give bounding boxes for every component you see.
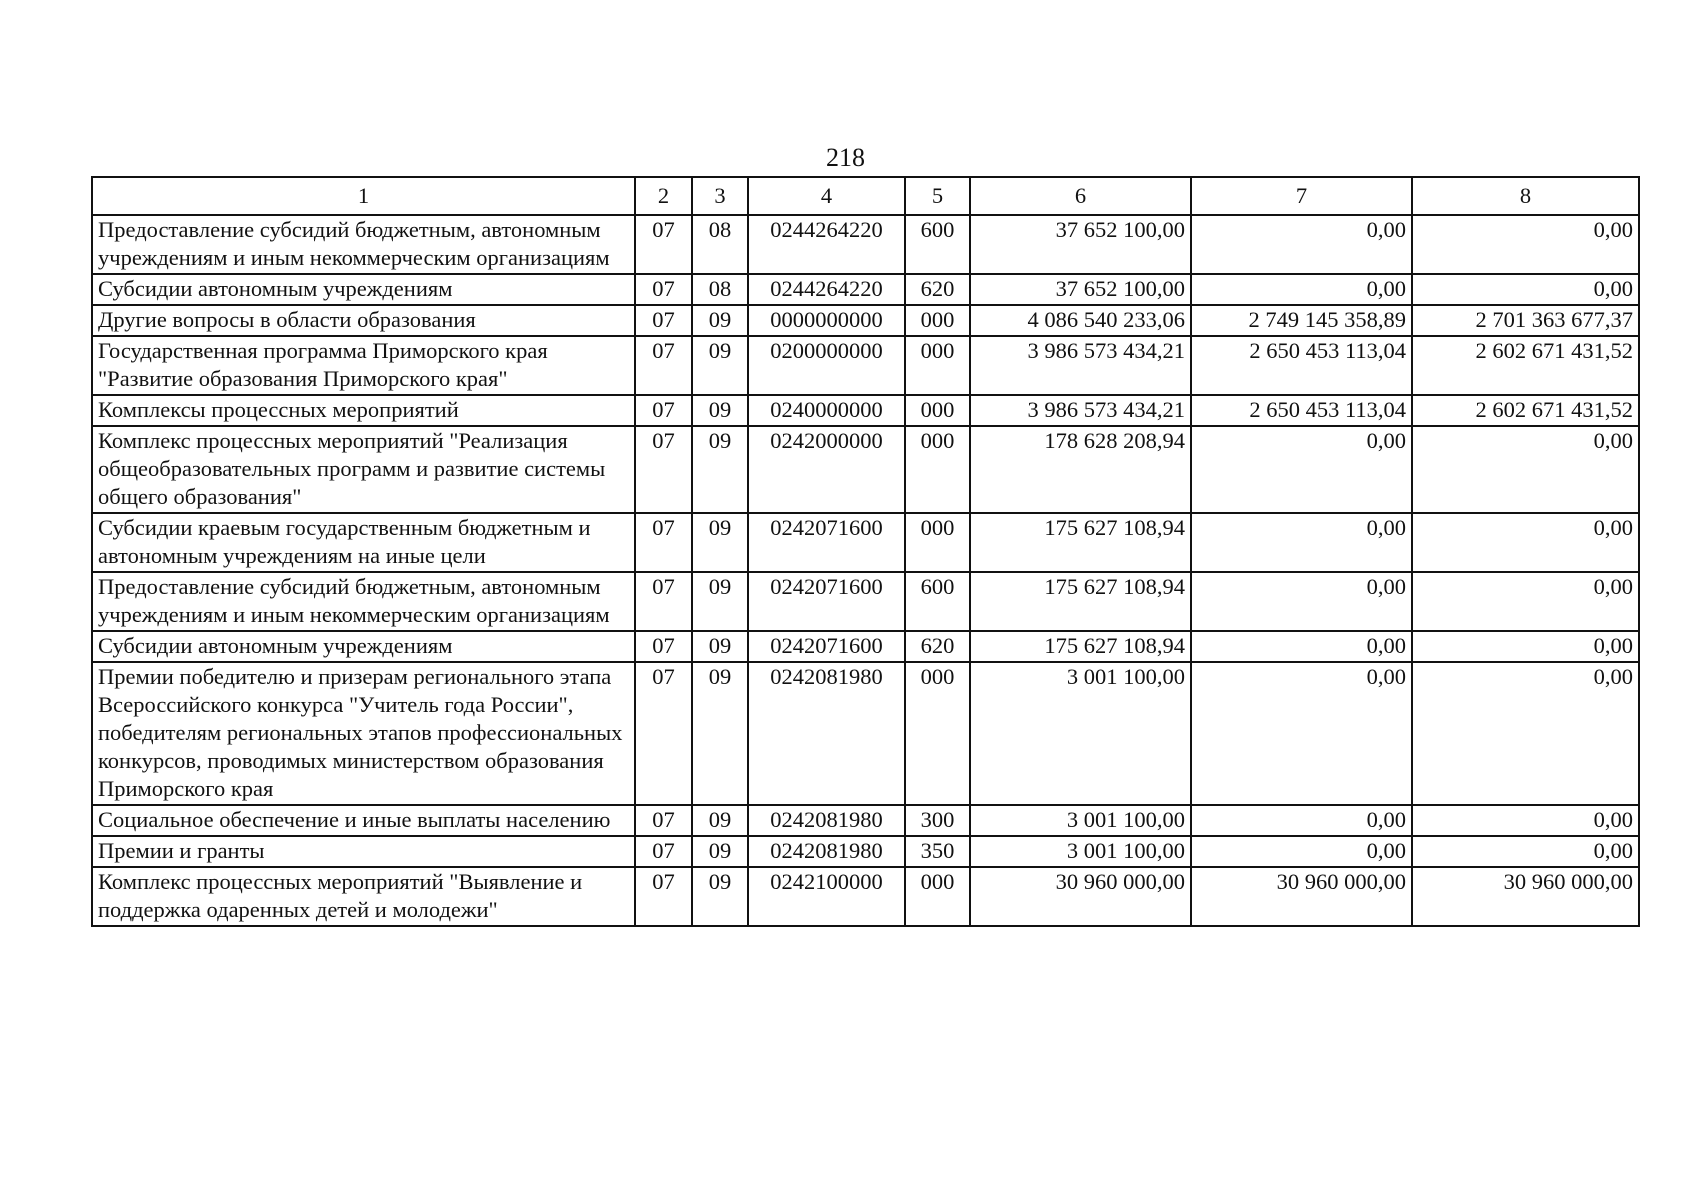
row-amount-year2-cell: 0,00 (1191, 662, 1412, 805)
table-row (92, 631, 1639, 662)
row-amount-year1-cell: 175 627 108,94 (970, 631, 1191, 662)
row-section-cell: 07 (635, 513, 692, 572)
row-amount-year1-cell: 178 628 208,94 (970, 426, 1191, 513)
row-subsection-cell: 09 (692, 513, 748, 572)
row-target-article-cell: 0242071600 (748, 513, 905, 572)
column-header: 2 (635, 177, 692, 215)
row-amount-year3-cell: 2 602 671 431,52 (1412, 336, 1639, 395)
table-row (92, 513, 1639, 572)
row-subsection-cell: 09 (692, 395, 748, 426)
row-section-cell: 07 (635, 215, 692, 274)
row-amount-year2-cell: 0,00 (1191, 836, 1412, 867)
row-subsection-cell: 09 (692, 631, 748, 662)
row-amount-year1-cell: 3 986 573 434,21 (970, 336, 1191, 395)
row-section-cell: 07 (635, 395, 692, 426)
row-name-cell: Комплекс процессных мероприятий "Реализация общеобразовательных программ и развитие системы общего образования" (92, 426, 635, 513)
page-number: 218 (826, 143, 865, 172)
row-amount-year3-cell: 0,00 (1412, 572, 1639, 631)
row-subsection-cell: 09 (692, 805, 748, 836)
row-expense-type-cell: 000 (905, 305, 970, 336)
row-expense-type-cell: 600 (905, 215, 970, 274)
row-target-article-cell: 0242071600 (748, 631, 905, 662)
row-target-article-cell: 0242071600 (748, 572, 905, 631)
row-name-cell: Премии и гранты (92, 836, 635, 867)
row-name-cell: Субсидии автономным учреждениям (92, 631, 635, 662)
row-name-cell: Государственная программа Приморского края "Развитие образования Приморского края" (92, 336, 635, 395)
row-amount-year2-cell: 0,00 (1191, 426, 1412, 513)
row-section-cell: 07 (635, 867, 692, 926)
row-amount-year3-cell: 0,00 (1412, 215, 1639, 274)
column-header: 5 (905, 177, 970, 215)
row-amount-year3-cell: 0,00 (1412, 836, 1639, 867)
row-expense-type-cell: 000 (905, 336, 970, 395)
column-header: 7 (1191, 177, 1412, 215)
row-amount-year1-cell: 3 001 100,00 (970, 836, 1191, 867)
column-header: 1 (92, 177, 635, 215)
row-amount-year1-cell: 3 001 100,00 (970, 662, 1191, 805)
row-amount-year1-cell: 4 086 540 233,06 (970, 305, 1191, 336)
row-target-article-cell: 0242081980 (748, 662, 905, 805)
row-amount-year3-cell: 0,00 (1412, 662, 1639, 805)
row-target-article-cell: 0200000000 (748, 336, 905, 395)
row-subsection-cell: 09 (692, 867, 748, 926)
row-target-article-cell: 0242081980 (748, 836, 905, 867)
row-amount-year1-cell: 37 652 100,00 (970, 274, 1191, 305)
row-section-cell: 07 (635, 305, 692, 336)
table-row (92, 805, 1639, 836)
row-amount-year2-cell: 2 650 453 113,04 (1191, 336, 1412, 395)
row-section-cell: 07 (635, 631, 692, 662)
row-expense-type-cell: 000 (905, 426, 970, 513)
row-subsection-cell: 09 (692, 572, 748, 631)
row-name-cell: Предоставление субсидий бюджетным, автономным учреждениям и иным некоммерческим организациям (92, 215, 635, 274)
row-subsection-cell: 09 (692, 836, 748, 867)
row-section-cell: 07 (635, 426, 692, 513)
table-row (92, 305, 1639, 336)
row-amount-year2-cell: 2 650 453 113,04 (1191, 395, 1412, 426)
row-amount-year3-cell: 0,00 (1412, 426, 1639, 513)
row-amount-year3-cell: 0,00 (1412, 631, 1639, 662)
row-expense-type-cell: 300 (905, 805, 970, 836)
row-amount-year3-cell: 0,00 (1412, 513, 1639, 572)
row-subsection-cell: 09 (692, 336, 748, 395)
row-expense-type-cell: 620 (905, 274, 970, 305)
table-row (92, 662, 1639, 805)
row-amount-year3-cell: 0,00 (1412, 805, 1639, 836)
row-amount-year2-cell: 0,00 (1191, 215, 1412, 274)
column-header: 6 (970, 177, 1191, 215)
row-name-cell: Другие вопросы в области образования (92, 305, 635, 336)
row-amount-year3-cell: 2 602 671 431,52 (1412, 395, 1639, 426)
row-subsection-cell: 09 (692, 426, 748, 513)
row-amount-year1-cell: 175 627 108,94 (970, 513, 1191, 572)
row-target-article-cell: 0244264220 (748, 215, 905, 274)
row-amount-year2-cell: 0,00 (1191, 805, 1412, 836)
row-subsection-cell: 08 (692, 215, 748, 274)
row-amount-year3-cell: 0,00 (1412, 274, 1639, 305)
row-expense-type-cell: 620 (905, 631, 970, 662)
table-row (92, 274, 1639, 305)
row-target-article-cell: 0244264220 (748, 274, 905, 305)
row-subsection-cell: 08 (692, 274, 748, 305)
row-amount-year1-cell: 3 001 100,00 (970, 805, 1191, 836)
row-amount-year2-cell: 0,00 (1191, 572, 1412, 631)
row-subsection-cell: 09 (692, 305, 748, 336)
row-amount-year1-cell: 175 627 108,94 (970, 572, 1191, 631)
row-name-cell: Комплекс процессных мероприятий "Выявление и поддержка одаренных детей и молодежи" (92, 867, 635, 926)
row-amount-year2-cell: 2 749 145 358,89 (1191, 305, 1412, 336)
table-row (92, 426, 1639, 513)
row-amount-year1-cell: 30 960 000,00 (970, 867, 1191, 926)
row-target-article-cell: 0240000000 (748, 395, 905, 426)
table-row (92, 572, 1639, 631)
table-row (92, 336, 1639, 395)
row-section-cell: 07 (635, 336, 692, 395)
row-name-cell: Субсидии автономным учреждениям (92, 274, 635, 305)
row-expense-type-cell: 000 (905, 867, 970, 926)
row-amount-year2-cell: 0,00 (1191, 631, 1412, 662)
header-row (92, 177, 1639, 215)
row-amount-year3-cell: 2 701 363 677,37 (1412, 305, 1639, 336)
row-name-cell: Предоставление субсидий бюджетным, автономным учреждениям и иным некоммерческим организациям (92, 572, 635, 631)
table-row (92, 836, 1639, 867)
row-expense-type-cell: 000 (905, 662, 970, 805)
row-section-cell: 07 (635, 662, 692, 805)
row-section-cell: 07 (635, 572, 692, 631)
row-section-cell: 07 (635, 805, 692, 836)
column-header: 4 (748, 177, 905, 215)
row-target-article-cell: 0242081980 (748, 805, 905, 836)
row-expense-type-cell: 000 (905, 395, 970, 426)
row-amount-year2-cell: 0,00 (1191, 513, 1412, 572)
row-name-cell: Комплексы процессных мероприятий (92, 395, 635, 426)
row-section-cell: 07 (635, 836, 692, 867)
row-name-cell: Социальное обеспечение и иные выплаты населению (92, 805, 635, 836)
row-amount-year2-cell: 0,00 (1191, 274, 1412, 305)
row-amount-year2-cell: 30 960 000,00 (1191, 867, 1412, 926)
budget-table (91, 176, 1640, 927)
table-row (92, 867, 1639, 926)
column-header: 8 (1412, 177, 1639, 215)
row-subsection-cell: 09 (692, 662, 748, 805)
row-expense-type-cell: 350 (905, 836, 970, 867)
table-row (92, 215, 1639, 274)
column-header: 3 (692, 177, 748, 215)
row-target-article-cell: 0000000000 (748, 305, 905, 336)
row-expense-type-cell: 600 (905, 572, 970, 631)
row-section-cell: 07 (635, 274, 692, 305)
table-row (92, 395, 1639, 426)
row-amount-year3-cell: 30 960 000,00 (1412, 867, 1639, 926)
row-target-article-cell: 0242100000 (748, 867, 905, 926)
row-name-cell: Субсидии краевым государственным бюджетным и автономным учреждениям на иные цели (92, 513, 635, 572)
row-expense-type-cell: 000 (905, 513, 970, 572)
row-name-cell: Премии победителю и призерам регионального этапа Всероссийского конкурса "Учитель года России", победителям региональных этапов профессиональных конкурсов, проводимых министерством образования Приморского края (92, 662, 635, 805)
row-amount-year1-cell: 37 652 100,00 (970, 215, 1191, 274)
row-amount-year1-cell: 3 986 573 434,21 (970, 395, 1191, 426)
row-target-article-cell: 0242000000 (748, 426, 905, 513)
